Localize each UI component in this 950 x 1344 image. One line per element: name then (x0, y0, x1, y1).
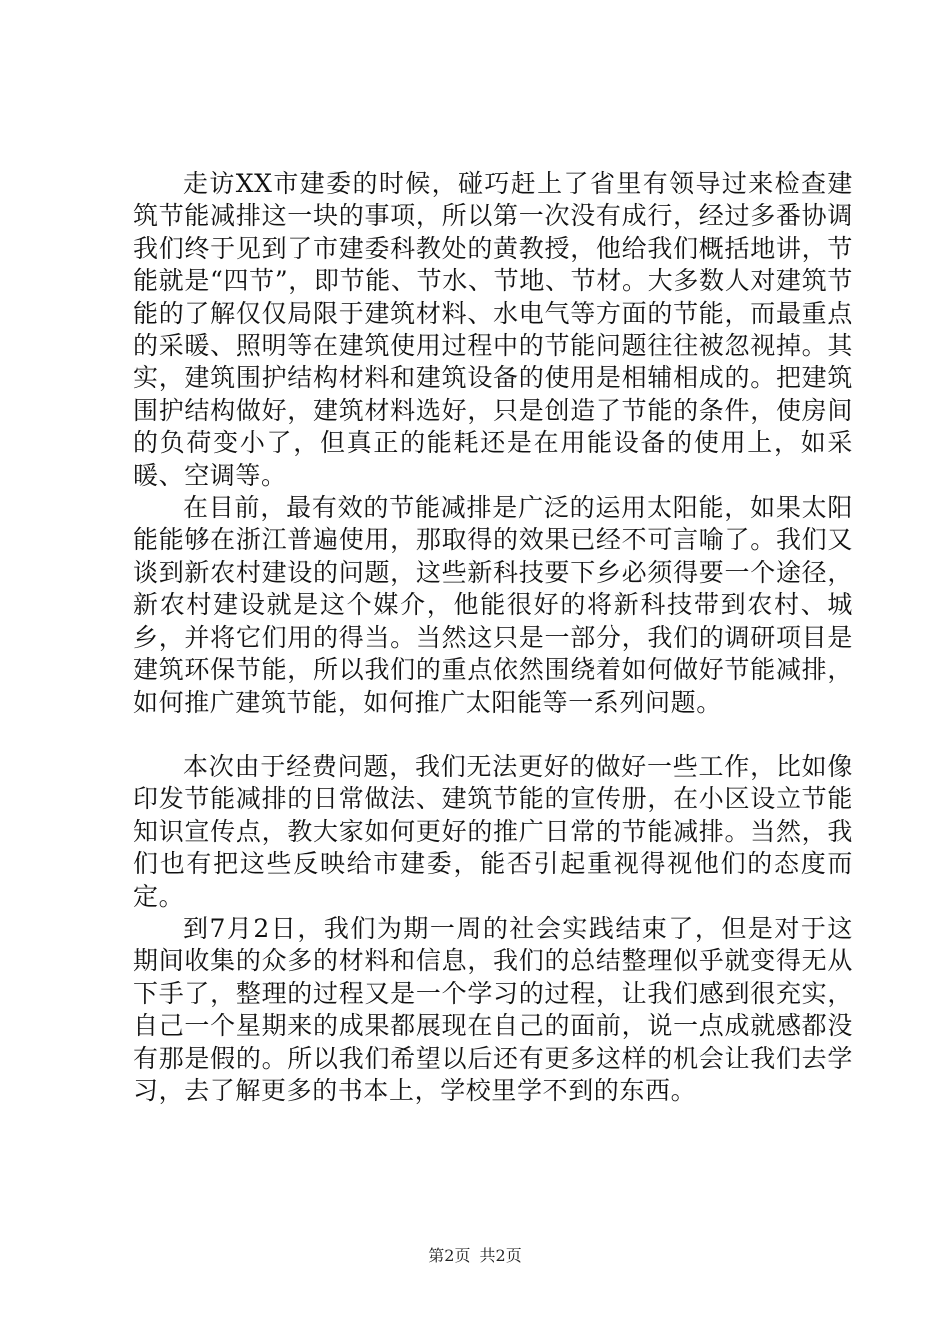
page-number: 第2页 (428, 1246, 471, 1265)
document-body (133, 168, 853, 1107)
paragraph-1: 走访XX市建委的时候，碰巧赶上了省里有领导过来检查建筑节能减排这一块的事项，所以第一次没有成行，经过多番协调我们终于见到了市建委科教处的黄教授，他给我们概括地讲，节能就是“四节”，即节能、节水、节地、节材。大多数人对建筑节能的了解仅仅局限于建筑材料、水电气等方面的节能，而最重点的采暖、照明等在建筑使用过程中的节能问题往往被忽视掉。其实，建筑围护结构材料和建筑设备的使用是相辅相成的。把建筑围护结构做好，建筑材料选好，只是创造了节能的条件，使房间的负荷变小了，但真正的能耗还是在用能设备的使用上，如采暖、空调等。 (133, 169, 853, 490)
paragraph-3: 本次由于经费问题，我们无法更好的做好一些工作，比如像印发节能减排的日常做法、建筑节能的宣传册，在小区设立节能知识宣传点，教大家如何更好的推广日常的节能减排。当然，我们也有把这些反映给市建委，能否引起重视得视他们的态度而定。 (133, 751, 853, 911)
paragraph-4: 到7月2日，我们为期一周的社会实践结束了，但是对于这期间收集的众多的材料和信息，我们的总结整理似乎就变得无从下手了，整理的过程又是一个学习的过程，让我们感到很充实，自己一个星期来的成果都展现在自己的面前，说一点成就感都没有那是假的。所以我们希望以后还有更多这样的机会让我们去学习，去了解更多的书本上，学校里学不到的东西。 (133, 913, 853, 1105)
page-total: 共2页 (479, 1246, 522, 1265)
page-footer (0, 1246, 950, 1266)
paragraph-2: 在目前，最有效的节能减排是广泛的运用太阳能，如果太阳能能够在浙江普遍使用，那取得的效果已经不可言喻了。我们又谈到新农村建设的问题，这些新科技要下乡必须得要一个途径，新农村建设就是这个媒介，他能很好的将新科技带到农村、城乡，并将它们用的得当。当然这只是一部分，我们的调研项目是建筑环保节能，所以我们的重点依然围绕着如何做好节能减排，如何推广建筑节能，如何推广太阳能等一系列问题。 (133, 493, 853, 717)
